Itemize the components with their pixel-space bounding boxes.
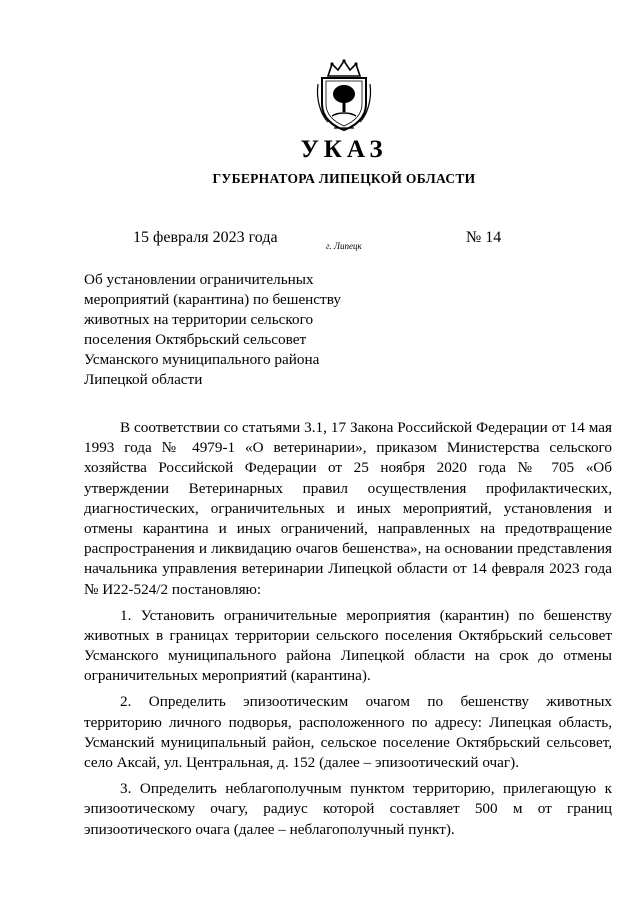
subject-line: мероприятий (карантина) по бешенству	[84, 291, 341, 308]
text-line: территорию личного подворья, расположенного по адресу: Липецкая область,	[84, 713, 612, 731]
decree-number: № 14	[466, 229, 502, 246]
text-line: 1. Установить ограничительные мероприятия (карантин) по бешенству	[120, 606, 612, 624]
coat-of-arms-icon	[314, 58, 374, 132]
text-line: эпизоотическому очагу, радиус которой составляет 500 м от границ	[84, 800, 612, 818]
text-line: начальника управления ветеринарии Липецкой области от 14 февраля 2023 года	[84, 560, 612, 578]
subject-line: Липецкой области	[84, 371, 203, 388]
text-line: Усманского муниципального района Липецкой области на срок до отмены	[84, 647, 612, 665]
document-subtitle: ГУБЕРНАТОРА ЛИПЕЦКОЙ ОБЛАСТИ	[212, 171, 476, 186]
text-line: отмены карантина и иных ограничений, направленных на предотвращение	[84, 519, 612, 537]
clause-1-paragraph	[84, 606, 612, 687]
subject-line: Об установлении ограничительных	[84, 271, 314, 288]
subject-line: Усманского муниципального района	[84, 351, 320, 368]
text-line: 2. Определить эпизоотическим очагом по бешенству животных	[120, 693, 612, 711]
text-line: 1993 года № 4979-1 «О ветеринарии», приказом Министерства сельского	[84, 439, 612, 457]
decree-date: 15 февраля 2023 года	[133, 229, 278, 246]
document-title: УКАЗ	[300, 136, 388, 163]
decree-city: г. Липецк	[326, 241, 362, 251]
decree-subject	[84, 270, 384, 390]
subject-line: поселения Октябрьский сельсовет	[84, 331, 307, 348]
text-line: В соответствии со статьями 3.1, 17 Закона Российской Федерации от 14 мая	[120, 419, 612, 436]
text-line: эпизоотического очага (далее – неблагополучный пункт).	[84, 820, 455, 838]
text-line: № И22-524/2 постановляю:	[84, 580, 262, 598]
text-line: Усманский муниципальный район, сельское поселение Октябрьский сельсовет,	[84, 733, 612, 751]
text-line: хозяйства Российской Федерации от 25 ноября 2020 года № 705 «Об	[84, 459, 612, 477]
text-line: утверждении Ветеринарных правил осуществления профилактических,	[84, 479, 612, 497]
clause-2-paragraph	[84, 692, 612, 773]
decree-body	[84, 418, 612, 846]
text-line: село Аксай, ул. Центральная, д. 152 (далее – эпизоотический очаг).	[84, 754, 520, 771]
subject-line: животных на территории сельского	[84, 311, 314, 328]
preamble-paragraph	[84, 418, 612, 600]
text-line: 3. Определить неблагополучным пунктом территорию, прилегающую к	[120, 780, 612, 798]
text-line: ограничительных мероприятий (карантина).	[84, 667, 371, 685]
clause-3-paragraph	[84, 779, 612, 840]
text-line: животных в границах территории сельского поселения Октябрьский сельсовет	[84, 626, 612, 644]
text-line: диагностических, ограничительных и иных мероприятий, установления и	[84, 499, 612, 517]
text-line: распространения и ликвидацию очагов бешенства», на основании представления	[84, 540, 612, 558]
